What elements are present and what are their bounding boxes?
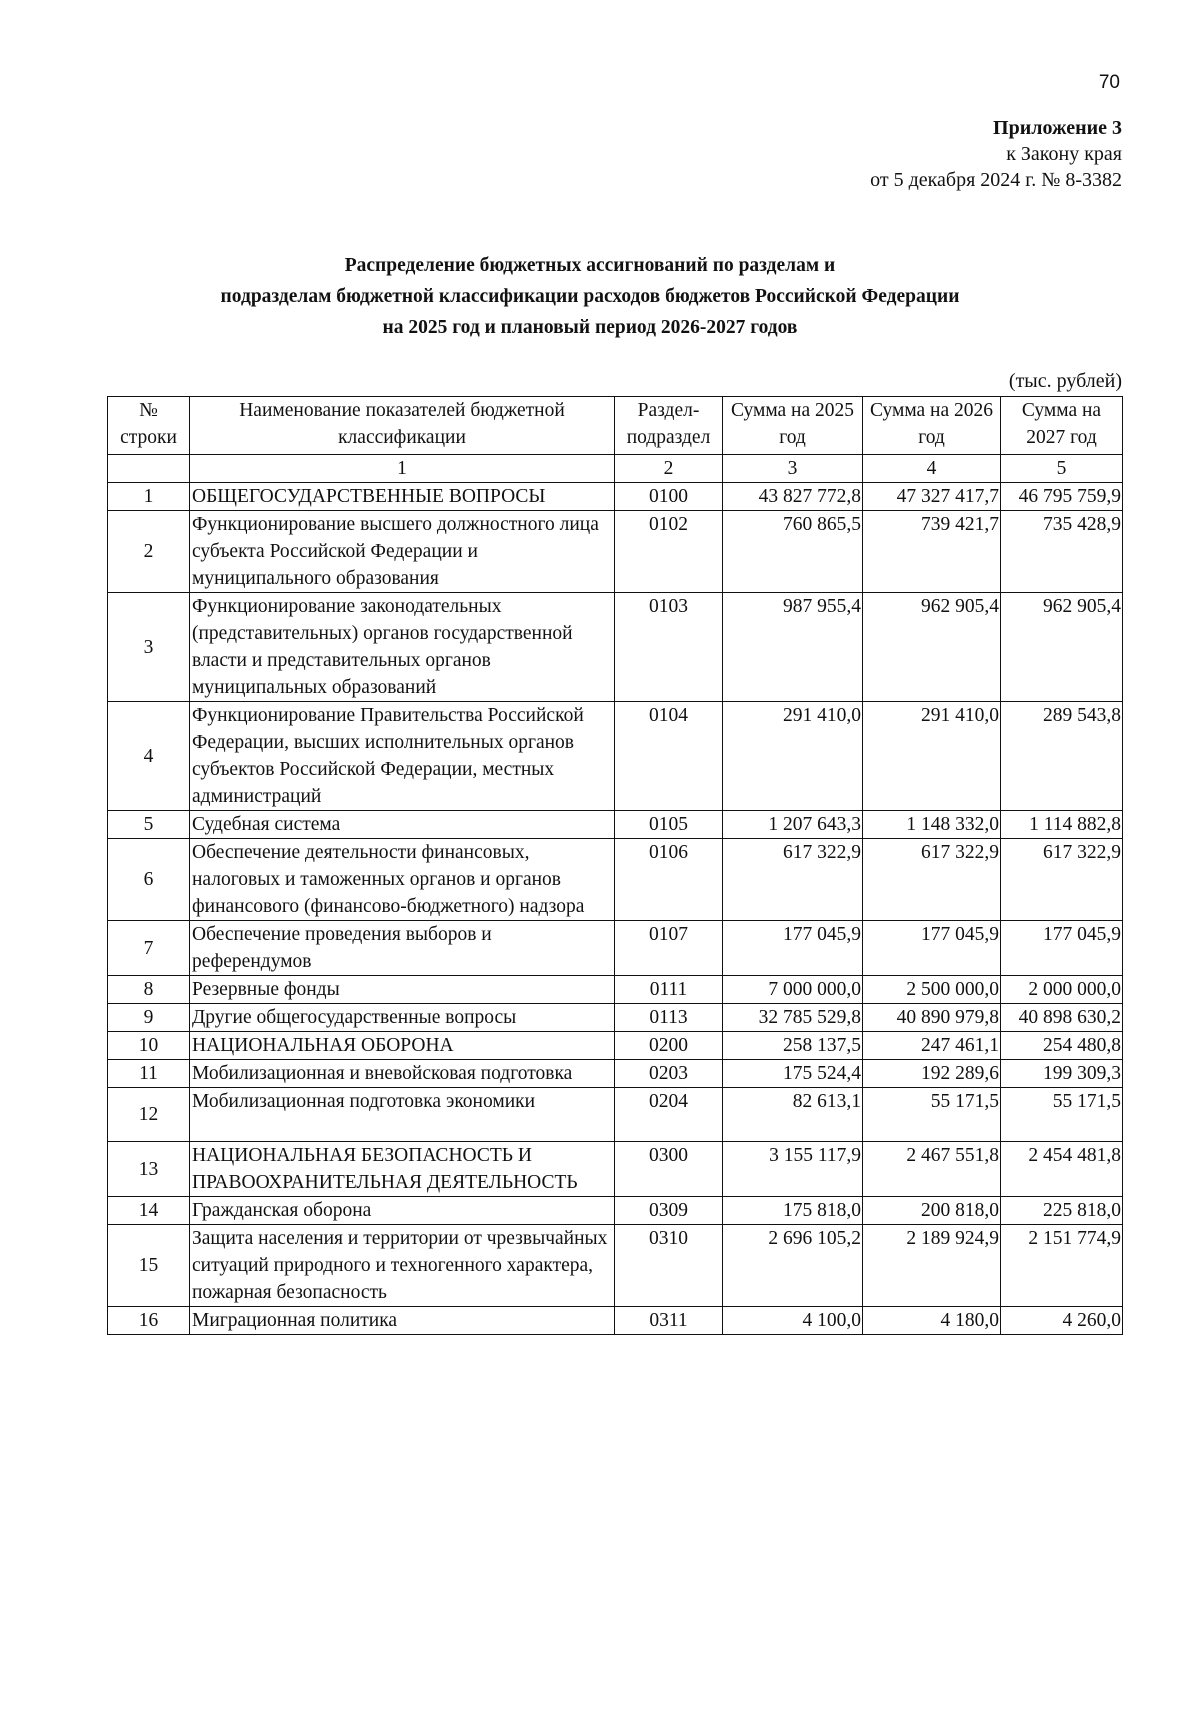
document-title-line-3: на 2025 год и плановый период 2026-2027 годов xyxy=(382,317,798,338)
units-note: (тыс. рублей) xyxy=(1008,370,1122,392)
column-number: 1 xyxy=(190,455,615,483)
row-sum-2027: 2 000 000,0 xyxy=(1001,976,1123,1004)
row-sum-2026: 291 410,0 xyxy=(863,702,1001,811)
table-row xyxy=(108,811,1123,839)
row-sum-2027: 40 898 630,2 xyxy=(1001,1004,1123,1032)
row-sum-2027: 617 322,9 xyxy=(1001,839,1123,921)
row-sum-2025: 175 818,0 xyxy=(723,1197,863,1225)
row-number: 10 xyxy=(108,1032,190,1060)
row-number: 11 xyxy=(108,1060,190,1088)
row-sum-2027: 55 171,5 xyxy=(1001,1088,1123,1142)
table-row xyxy=(108,921,1123,976)
row-number: 12 xyxy=(108,1088,190,1142)
column-number-row xyxy=(108,455,1123,483)
row-name: Защита населения и территории от чрезвычайных ситуаций природного и техногенного характера, пожарная безопасность xyxy=(190,1225,615,1307)
row-sum-2026: 962 905,4 xyxy=(863,593,1001,702)
row-code: 0111 xyxy=(615,976,723,1004)
row-code: 0309 xyxy=(615,1197,723,1225)
table-body xyxy=(108,483,1123,1335)
table-row xyxy=(108,1225,1123,1307)
table-row xyxy=(108,593,1123,702)
row-name: Мобилизационная подготовка экономики xyxy=(190,1088,615,1142)
row-sum-2025: 175 524,4 xyxy=(723,1060,863,1088)
row-sum-2025: 3 155 117,9 xyxy=(723,1142,863,1197)
row-number: 16 xyxy=(108,1307,190,1335)
appendix-law-date: от 5 декабря 2024 г. № 8-3382 xyxy=(870,169,1122,191)
table-row xyxy=(108,1142,1123,1197)
row-code: 0310 xyxy=(615,1225,723,1307)
table-row xyxy=(108,1004,1123,1032)
row-sum-2027: 46 795 759,9 xyxy=(1001,483,1123,511)
column-number: 3 xyxy=(723,455,863,483)
budget-table xyxy=(107,396,1123,1335)
row-code: 0203 xyxy=(615,1060,723,1088)
row-code: 0105 xyxy=(615,811,723,839)
table-row xyxy=(108,1088,1123,1142)
header-name: Наименование показателей бюджетной классификации xyxy=(190,397,615,455)
row-sum-2027: 225 818,0 xyxy=(1001,1197,1123,1225)
row-sum-2026: 247 461,1 xyxy=(863,1032,1001,1060)
table-row xyxy=(108,702,1123,811)
row-number: 14 xyxy=(108,1197,190,1225)
row-number: 13 xyxy=(108,1142,190,1197)
row-sum-2027: 4 260,0 xyxy=(1001,1307,1123,1335)
row-sum-2027: 962 905,4 xyxy=(1001,593,1123,702)
row-name: Другие общегосударственные вопросы xyxy=(190,1004,615,1032)
document-title-line-1: Распределение бюджетных ассигнований по разделам и xyxy=(344,255,836,276)
row-name: Мобилизационная и вневойсковая подготовка xyxy=(190,1060,615,1088)
row-name: Гражданская оборона xyxy=(190,1197,615,1225)
row-number: 1 xyxy=(108,483,190,511)
row-code: 0107 xyxy=(615,921,723,976)
row-sum-2027: 2 454 481,8 xyxy=(1001,1142,1123,1197)
row-number: 15 xyxy=(108,1225,190,1307)
row-sum-2025: 1 207 643,3 xyxy=(723,811,863,839)
row-number: 4 xyxy=(108,702,190,811)
row-sum-2025: 43 827 772,8 xyxy=(723,483,863,511)
row-name: Обеспечение проведения выборов и референдумов xyxy=(190,921,615,976)
row-sum-2026: 2 500 000,0 xyxy=(863,976,1001,1004)
row-sum-2027: 735 428,9 xyxy=(1001,511,1123,593)
header-sum-2027: Сумма на 2027 год xyxy=(1001,397,1123,455)
row-sum-2025: 32 785 529,8 xyxy=(723,1004,863,1032)
row-code: 0311 xyxy=(615,1307,723,1335)
row-sum-2026: 2 189 924,9 xyxy=(863,1225,1001,1307)
row-sum-2026: 177 045,9 xyxy=(863,921,1001,976)
table-row xyxy=(108,1307,1123,1335)
row-sum-2027: 254 480,8 xyxy=(1001,1032,1123,1060)
row-code: 0200 xyxy=(615,1032,723,1060)
row-sum-2027: 289 543,8 xyxy=(1001,702,1123,811)
row-name: Функционирование Правительства Российской Федерации, высших исполнительных органов субъектов Российской Федерации, местных администраций xyxy=(190,702,615,811)
row-number: 8 xyxy=(108,976,190,1004)
row-name: НАЦИОНАЛЬНАЯ БЕЗОПАСНОСТЬ И ПРАВООХРАНИТЕЛЬНАЯ ДЕЯТЕЛЬНОСТЬ xyxy=(190,1142,615,1197)
row-sum-2025: 4 100,0 xyxy=(723,1307,863,1335)
row-sum-2026: 47 327 417,7 xyxy=(863,483,1001,511)
row-sum-2025: 82 613,1 xyxy=(723,1088,863,1142)
row-code: 0300 xyxy=(615,1142,723,1197)
row-code: 0204 xyxy=(615,1088,723,1142)
row-number: 3 xyxy=(108,593,190,702)
row-sum-2027: 1 114 882,8 xyxy=(1001,811,1123,839)
row-sum-2025: 291 410,0 xyxy=(723,702,863,811)
column-number-empty xyxy=(108,455,190,483)
row-code: 0113 xyxy=(615,1004,723,1032)
row-sum-2026: 1 148 332,0 xyxy=(863,811,1001,839)
row-sum-2025: 987 955,4 xyxy=(723,593,863,702)
row-name: ОБЩЕГОСУДАРСТВЕННЫЕ ВОПРОСЫ xyxy=(190,483,615,511)
table-row xyxy=(108,1032,1123,1060)
table-row xyxy=(108,1197,1123,1225)
row-sum-2025: 177 045,9 xyxy=(723,921,863,976)
row-sum-2027: 177 045,9 xyxy=(1001,921,1123,976)
row-name: Функционирование высшего должностного лица субъекта Российской Федерации и муниципального образования xyxy=(190,511,615,593)
appendix-block xyxy=(870,115,1122,193)
header-code: Раздел-подраздел xyxy=(615,397,723,455)
table-row xyxy=(108,839,1123,921)
row-number: 7 xyxy=(108,921,190,976)
row-name: НАЦИОНАЛЬНАЯ ОБОРОНА xyxy=(190,1032,615,1060)
column-number: 5 xyxy=(1001,455,1123,483)
row-sum-2026: 4 180,0 xyxy=(863,1307,1001,1335)
row-number: 9 xyxy=(108,1004,190,1032)
row-number: 5 xyxy=(108,811,190,839)
row-sum-2026: 739 421,7 xyxy=(863,511,1001,593)
table-row xyxy=(108,511,1123,593)
row-sum-2026: 40 890 979,8 xyxy=(863,1004,1001,1032)
document-title-line-2: подразделам бюджетной классификации расходов бюджетов Российской Федерации xyxy=(220,286,960,307)
appendix-law-ref: к Закону края xyxy=(1006,143,1122,165)
table-row xyxy=(108,483,1123,511)
table-row xyxy=(108,1060,1123,1088)
row-sum-2026: 617 322,9 xyxy=(863,839,1001,921)
row-code: 0102 xyxy=(615,511,723,593)
row-code: 0100 xyxy=(615,483,723,511)
row-sum-2027: 2 151 774,9 xyxy=(1001,1225,1123,1307)
column-number: 4 xyxy=(863,455,1001,483)
header-sum-2025: Сумма на 2025 год xyxy=(723,397,863,455)
row-name: Функционирование законодательных (представительных) органов государственной власти и представительных органов муниципальных образований xyxy=(190,593,615,702)
table-header-row xyxy=(108,397,1123,455)
row-sum-2025: 760 865,5 xyxy=(723,511,863,593)
row-name: Миграционная политика xyxy=(190,1307,615,1335)
row-number: 2 xyxy=(108,511,190,593)
row-name: Судебная система xyxy=(190,811,615,839)
row-sum-2025: 7 000 000,0 xyxy=(723,976,863,1004)
row-sum-2026: 192 289,6 xyxy=(863,1060,1001,1088)
row-sum-2025: 2 696 105,2 xyxy=(723,1225,863,1307)
header-sum-2026: Сумма на 2026 год xyxy=(863,397,1001,455)
row-code: 0106 xyxy=(615,839,723,921)
row-name: Обеспечение деятельности финансовых, налоговых и таможенных органов и органов финансового (финансово-бюджетного) надзора xyxy=(190,839,615,921)
row-sum-2026: 55 171,5 xyxy=(863,1088,1001,1142)
row-sum-2027: 199 309,3 xyxy=(1001,1060,1123,1088)
row-sum-2025: 258 137,5 xyxy=(723,1032,863,1060)
row-sum-2026: 200 818,0 xyxy=(863,1197,1001,1225)
row-name: Резервные фонды xyxy=(190,976,615,1004)
row-number: 6 xyxy=(108,839,190,921)
document-title xyxy=(150,250,1030,343)
table-row xyxy=(108,976,1123,1004)
row-code: 0104 xyxy=(615,702,723,811)
row-code: 0103 xyxy=(615,593,723,702)
appendix-title: Приложение 3 xyxy=(993,117,1122,139)
column-number: 2 xyxy=(615,455,723,483)
page-number: 70 xyxy=(1098,72,1120,93)
header-row-no: № строки xyxy=(108,397,190,455)
row-sum-2025: 617 322,9 xyxy=(723,839,863,921)
row-sum-2026: 2 467 551,8 xyxy=(863,1142,1001,1197)
